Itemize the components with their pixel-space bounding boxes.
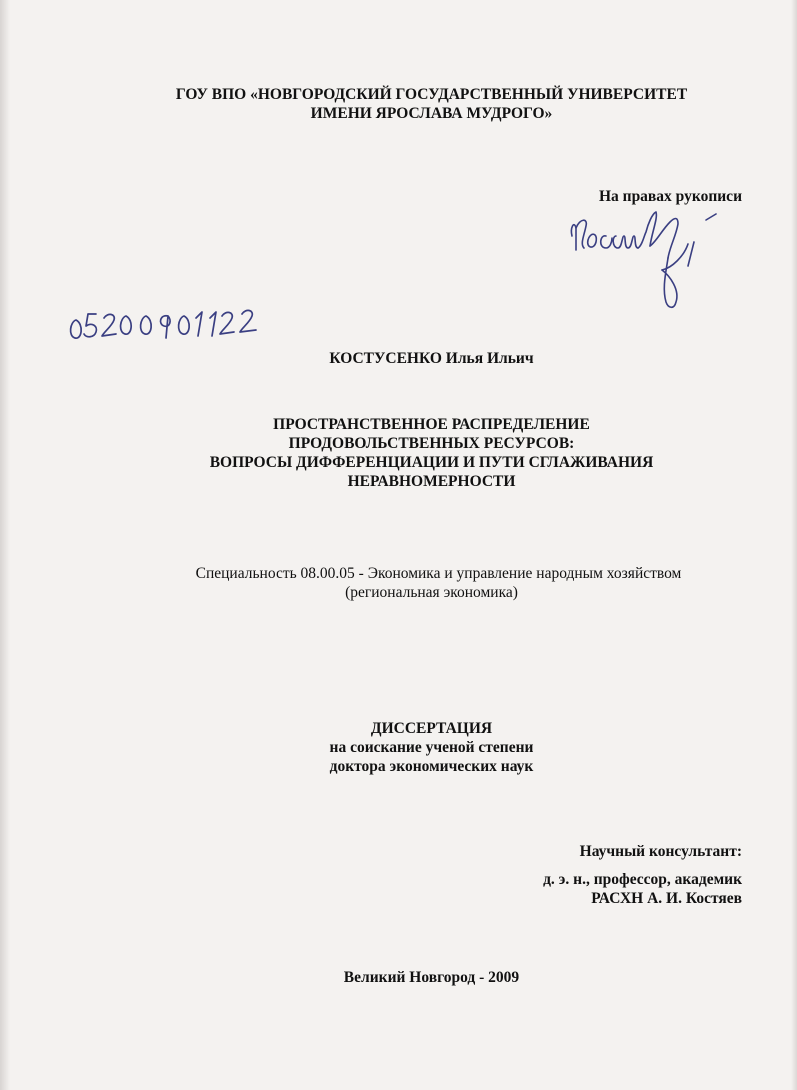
title-line-4: НЕРАВНОМЕРНОСТИ [347,473,516,490]
degree-line-2: доктора экономических наук [329,758,534,775]
university-name-line1: ГОУ ВПО «НОВГОРОДСКИЙ ГОСУДАРСТВЕННЫЙ УНИВЕРСИТЕТ [175,86,688,103]
university-name-line2: ИМЕНИ ЯРОСЛАВА МУДРОГО» [310,105,553,122]
scan-edge-left [0,0,10,1090]
title-line-2: ПРОДОВОЛЬСТВЕННЫХ РЕСУРСОВ: [288,435,575,452]
title-line-3: ВОПРОСЫ ДИФФЕРЕНЦИАЦИИ И ПУТИ СГЛАЖИВАНИЯ [209,454,654,471]
dissertation-heading: ДИССЕРТАЦИЯ [370,720,493,737]
manuscript-note: На правах рукописи [598,188,742,205]
place-year: Великий Новгород - 2009 [343,969,520,986]
degree-line-1: на соискание ученой степени [329,739,534,756]
consultant-label: Научный консультант: [579,843,742,860]
scan-edge-right [791,0,797,1090]
author-name: КОСТУСЕНКО Илья Ильич [329,350,534,367]
consultant-line-2: РАСХН А. И. Костяев [591,890,742,907]
signature-handwritten [566,206,736,316]
specialty-line-1: Специальность 08.00.05 - Экономика и управление народным хозяйством [195,565,682,582]
title-line-1: ПРОСТРАНСТВЕННОЕ РАСПРЕДЕЛЕНИЕ [273,416,590,433]
archive-number-handwritten [66,300,266,346]
specialty-line-2: (региональная экономика) [345,584,518,601]
consultant-line-1: д. э. н., профессор, академик [543,871,742,888]
